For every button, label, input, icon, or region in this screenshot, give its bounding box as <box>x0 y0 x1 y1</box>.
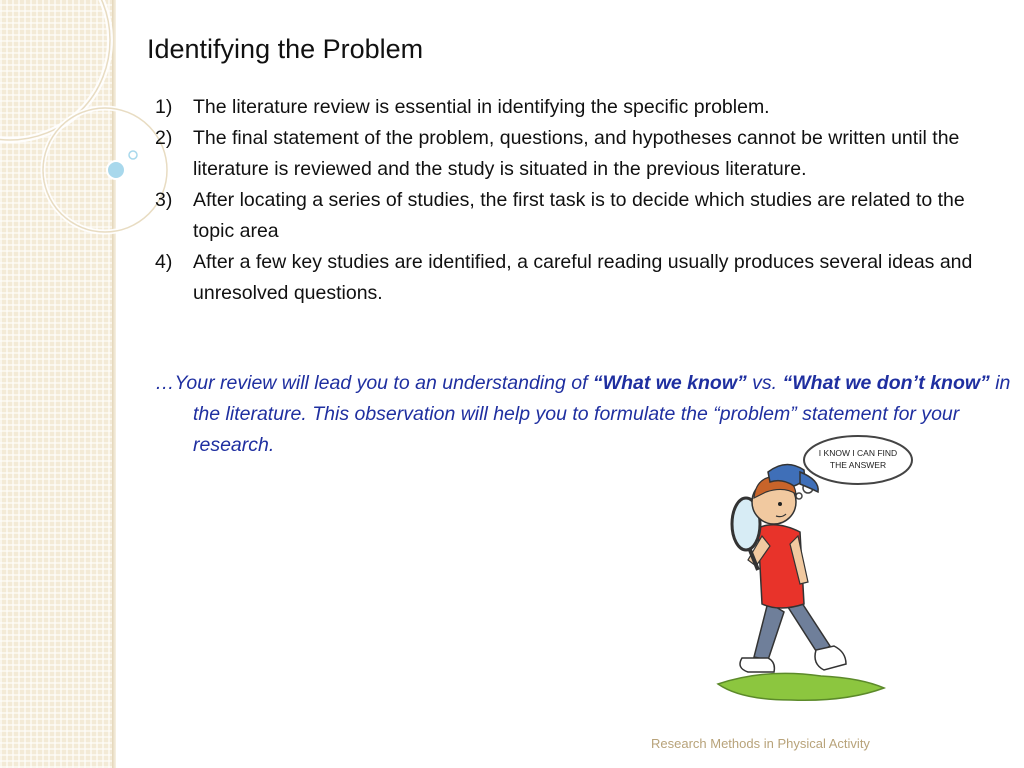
point-list <box>155 92 995 309</box>
note-emphasis-known: “What we know” <box>592 372 747 394</box>
list-number: 4) <box>155 251 173 273</box>
thought-bubble-line2: THE ANSWER <box>829 460 887 470</box>
list-text: After locating a series of studies, the first task is to decide which studies are related to the topic area <box>193 189 965 242</box>
thought-bubble-line1: I KNOW I CAN FIND <box>818 448 898 458</box>
footer-text: Research Methods in Physical Activity <box>651 736 870 751</box>
list-text: After a few key studies are identified, a careful reading usually produces several ideas and unresolved questions. <box>193 251 973 304</box>
note-ellipsis: … <box>155 372 175 394</box>
note-text: Your review will lead you to an understanding of <box>174 372 593 394</box>
slide-title: Identifying the Problem <box>147 34 424 64</box>
list-item <box>155 247 995 309</box>
list-item <box>155 123 995 185</box>
boy-with-magnifier-illustration <box>696 432 926 707</box>
note-emphasis-unknown: “What we don’t know” <box>782 372 990 394</box>
list-number: 2) <box>155 127 173 149</box>
list-text: The literature review is essential in identifying the specific problem. <box>193 96 770 118</box>
list-item <box>155 92 995 123</box>
note-vs: vs. <box>746 372 783 394</box>
list-number: 1) <box>155 96 173 118</box>
list-item <box>155 185 995 247</box>
list-text: The final statement of the problem, questions, and hypotheses cannot be written until the literature is reviewed and the study is situated in the previous literature. <box>193 127 960 180</box>
note-text-end: in the literature. This observation will help you to formulate the “problem” statement for your research. <box>193 372 1011 456</box>
list-number: 3) <box>155 189 173 211</box>
